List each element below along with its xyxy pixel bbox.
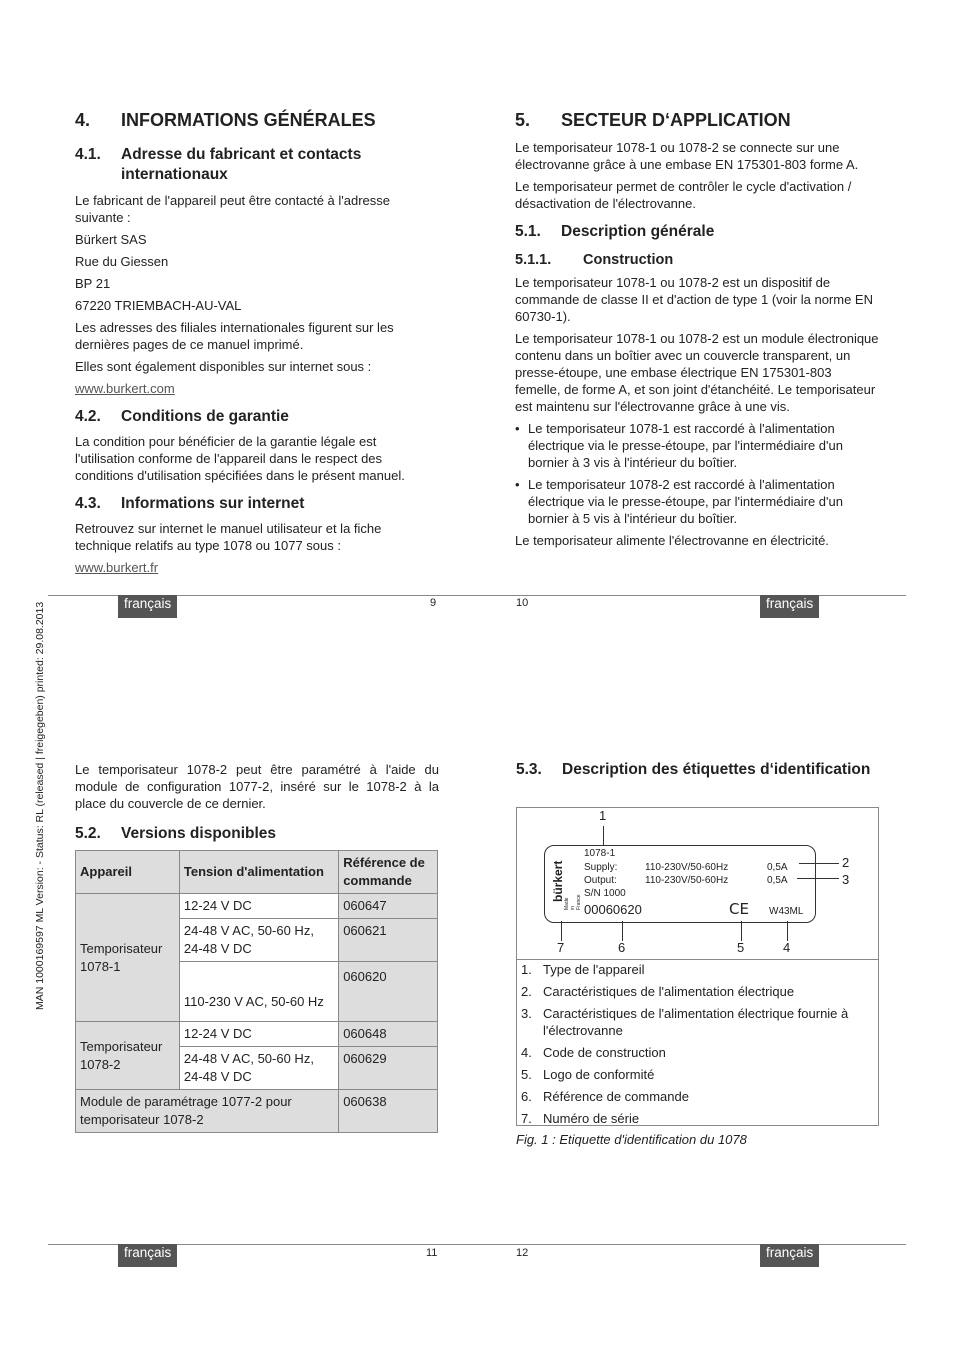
paragraph: Le fabricant de l'appareil peut être contacté à l'adresse suivante : <box>75 193 390 225</box>
reference-cell: 060648 <box>339 1022 438 1047</box>
bullet-item: • Le temporisateur 1078-1 est raccordé à l'alimentation électrique via le presse-étoupe, par l'intermédiaire d'un bornier à 3 vis à l'intérieur du boîtier. <box>515 420 879 471</box>
language-tab: français <box>760 1244 819 1267</box>
divider <box>517 959 878 960</box>
reference-cell: 060629 <box>339 1047 438 1090</box>
language-tab: français <box>118 595 177 618</box>
voltage-cell: 24-48 V AC, 50-60 Hz, 24-48 V DC <box>179 1047 338 1090</box>
callout-line <box>603 826 604 846</box>
header-tension: Tension d'alimentation <box>179 851 338 894</box>
callout-3: 3 <box>842 872 850 887</box>
label-supply-key: Supply: <box>584 862 618 873</box>
paragraph: La condition pour bénéficier de la garantie légale est l'utilisation conforme de l'appareil dans le respect des conditions d'utilisation spécifiées dans le présent manuel. <box>75 434 405 483</box>
page-12-content <box>516 760 880 780</box>
callout-line <box>561 921 562 941</box>
voltage-cell: 24-48 V AC, 50-60 Hz, 24-48 V DC <box>179 919 338 962</box>
voltage-cell: 12-24 V DC <box>179 1022 338 1047</box>
paragraph: Le temporisateur alimente l'électrovanne en électricité. <box>515 533 829 548</box>
legend-item: 3. Caractéristiques de l'alimentation électrique fournie à l'électrovanne <box>521 1006 849 1038</box>
callout-1: 1 <box>599 808 607 823</box>
reference-cell: 060621 <box>339 919 438 962</box>
voltage-cell: 12-24 V DC <box>179 894 338 919</box>
callout-line <box>741 921 742 941</box>
address-line: Bürkert SAS <box>75 232 147 247</box>
callout-line <box>622 921 623 941</box>
section-5-heading: 5. SECTEUR D‘APPLICATION <box>515 110 791 130</box>
page-11-content <box>75 761 439 844</box>
paragraph: Le temporisateur permet de contrôler le cycle d'activation / désactivation de l'électrovanne. <box>515 179 852 211</box>
device-cell: Temporisateur 1078-1 <box>76 894 180 1022</box>
callout-line <box>787 921 788 941</box>
section-4-3-heading: 4.3. Informations sur internet <box>75 495 305 512</box>
address-line: 67220 TRIEMBACH-AU-VAL <box>75 298 242 313</box>
section-5-3-heading: 5.3. Description des étiquettes d‘identification <box>516 761 871 778</box>
paragraph: Le temporisateur 1078-1 ou 1078-2 se connecte sur une électrovanne grâce à une embase EN 175301-803 forme A. <box>515 140 859 172</box>
language-tab: français <box>118 1244 177 1267</box>
label-output-key: Output: <box>584 875 617 886</box>
label-serial: S/N 1000 <box>584 888 626 899</box>
label-supply-value: 110-230V/50-60Hz <box>645 862 729 873</box>
section-5-2-heading: 5.2. Versions disponibles <box>75 825 277 842</box>
table-header-row <box>76 851 438 894</box>
versions-table <box>75 850 438 1133</box>
section-5-1-heading: 5.1. Description générale <box>515 223 715 240</box>
legend-item: 4. Code de construction <box>521 1045 666 1060</box>
legend-list <box>517 961 875 1132</box>
page-number: 10 <box>516 597 529 609</box>
page-9-content <box>75 110 439 581</box>
print-status-sidebar: MAN 1000169597 ML Version: - Status: RL (released | freigegeben) printed: 29.08.2013 <box>34 601 46 1010</box>
legend-item: 1. Type de l'appareil <box>521 962 645 977</box>
label-construction-code: W43ML <box>769 906 804 917</box>
table-row <box>76 1022 438 1047</box>
page-10-content <box>515 110 879 554</box>
legend-item: 6. Référence de commande <box>521 1089 689 1104</box>
callout-4: 4 <box>783 940 791 955</box>
reference-cell: 060620 <box>339 962 438 1022</box>
module-cell: Module de paramétrage 1077-2 pour temporisateur 1078-2 <box>76 1090 339 1133</box>
device-cell: Temporisateur 1078-2 <box>76 1022 180 1090</box>
identification-label <box>544 845 816 923</box>
callout-6: 6 <box>618 940 626 955</box>
section-4-2-heading: 4.2. Conditions de garantie <box>75 408 289 425</box>
label-figure <box>516 807 879 1126</box>
table-row <box>76 894 438 919</box>
reference-cell: 060647 <box>339 894 438 919</box>
section-4-heading: 4. INFORMATIONS GÉNÉRALES <box>75 110 376 130</box>
label-reference: 00060620 <box>584 902 642 917</box>
label-output-value: 110-230V/50-60Hz <box>645 875 729 886</box>
page-number: 9 <box>430 597 437 609</box>
burkert-com-link[interactable]: www.burkert.com <box>75 381 175 396</box>
paragraph: Le temporisateur 1078-2 peut être paramétré à l'aide du module de configuration 1077-2, inséré sur le 1078-2 à la place du couvercle de ce dernier. <box>75 762 439 811</box>
page-number: 11 <box>426 1247 438 1259</box>
bullet-list <box>515 420 879 527</box>
ce-mark-icon: CE <box>729 900 749 918</box>
reference-cell: 060638 <box>339 1090 438 1133</box>
label-output-current: 0,5A <box>767 875 788 886</box>
callout-2: 2 <box>842 855 850 870</box>
language-tab: français <box>760 595 819 618</box>
burkert-fr-link[interactable]: www.burkert.fr <box>75 560 159 575</box>
paragraph: Le temporisateur 1078-1 ou 1078-2 est un module électronique contenu dans un boîtier avec un couvercle transparent, un presse-étoupe, une embase électrique EN 175301-803 femelle, de forme A, et son joint d'étanchéité. Le temporisateur est maintenu sur l'électrovanne grâce à une vis. <box>515 331 879 414</box>
voltage-cell: 110-230 V AC, 50-60 Hz <box>179 962 338 1022</box>
paragraph: Les adresses des filiales internationales figurent sur les dernières pages de ce manuel imprimé. <box>75 320 394 352</box>
callout-7: 7 <box>557 940 565 955</box>
address-line: Rue du Giessen <box>75 254 169 269</box>
brand-logo: bürkert Made in France <box>551 860 582 910</box>
paragraph: Elles sont également disponibles sur internet sous : <box>75 359 372 374</box>
figure-caption: Fig. 1 : Etiquette d'identification du 1078 <box>516 1132 747 1147</box>
section-4-1-heading: 4.1. Adresse du fabricant et contacts internationaux <box>75 146 362 183</box>
section-5-1-1-heading: 5.1.1. Construction <box>515 252 674 268</box>
header-reference: Référence de commande <box>339 851 438 894</box>
paragraph: Le temporisateur 1078-1 ou 1078-2 est un dispositif de commande de classe II et d'action de type 1 (voir la norme EN 60730-1). <box>515 275 873 324</box>
page-number: 12 <box>516 1247 529 1259</box>
callout-5: 5 <box>737 940 745 955</box>
header-appareil: Appareil <box>76 851 180 894</box>
table-row <box>76 1090 438 1133</box>
legend-item: 7. Numéro de série <box>521 1111 640 1126</box>
label-supply-current: 0,5A <box>767 862 788 873</box>
paragraph: Retrouvez sur internet le manuel utilisateur et la fiche technique relatifs au type 1078 ou 1077 sous : <box>75 521 382 553</box>
legend-item: 2. Caractéristiques de l'alimentation électrique <box>521 984 795 999</box>
address-line: BP 21 <box>75 276 111 291</box>
legend-item: 5. Logo de conformité <box>521 1067 655 1082</box>
bullet-item: • Le temporisateur 1078-2 est raccordé à l'alimentation électrique via le presse-étoupe, par l'intermédiaire d'un bornier à 5 vis à l'intérieur du boîtier. <box>515 476 879 527</box>
label-type: 1078-1 <box>584 848 616 859</box>
